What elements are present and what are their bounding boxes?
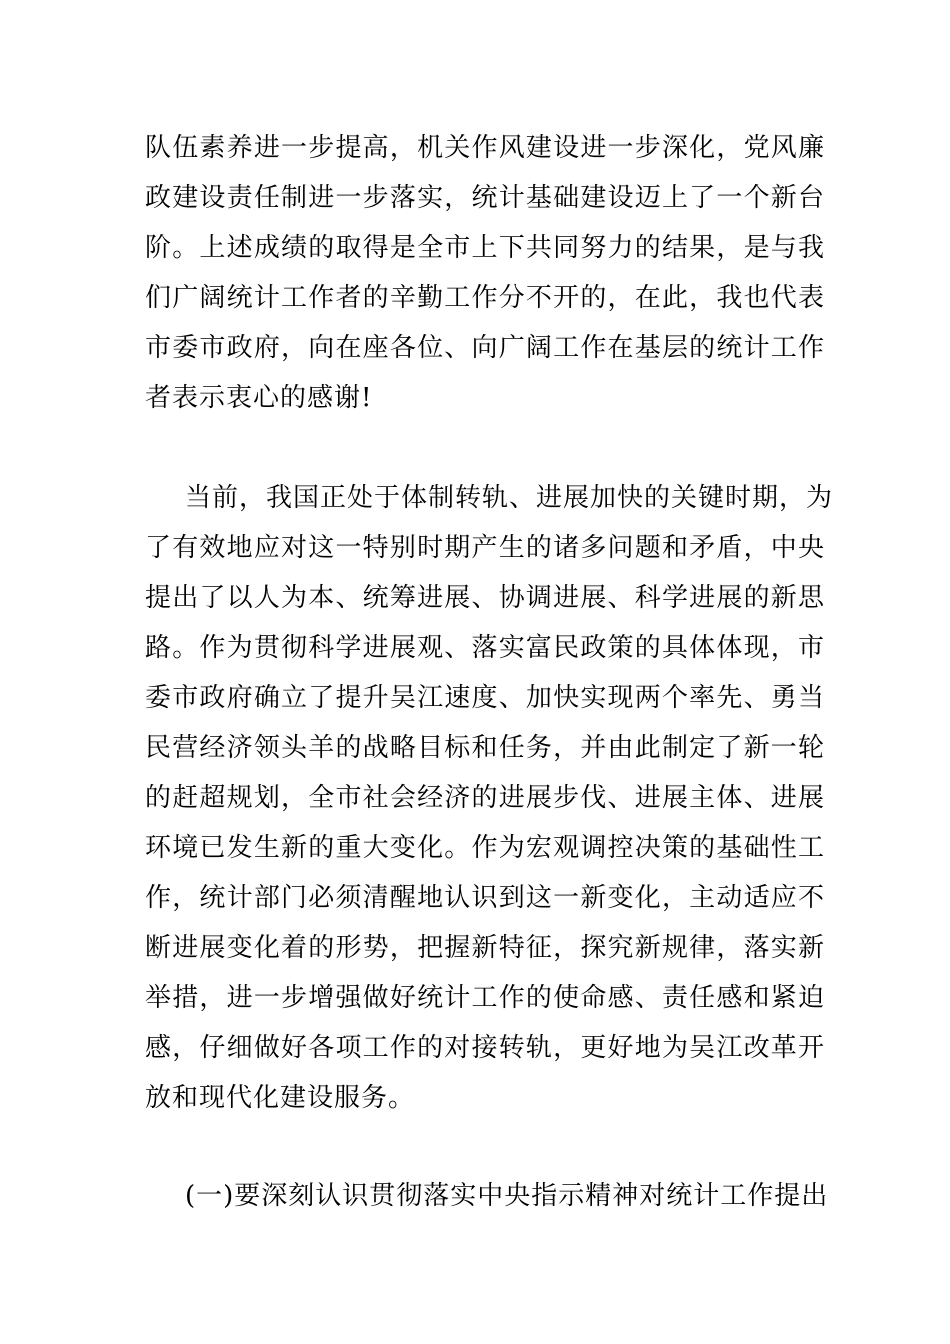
- paragraph-first-line: 当前，我国正处于体制转轨、进展加快的关键时期，为: [185, 483, 834, 513]
- paragraph-line: 路。作为贯彻科学进展观、落实富民政策的具体体现，市: [145, 633, 825, 663]
- paragraph-line: 感，仔细做好各项工作的对接转轨，更好地为吴江改革开: [145, 1033, 825, 1063]
- paragraph-line: 队伍素养进一步提高，机关作风建设进一步深化，党风廉: [145, 133, 825, 163]
- paragraph-line: 作，统计部门必须清醒地认识到这一新变化，主动适应不: [145, 883, 825, 913]
- paragraph-line: 环境已发生新的重大变化。作为宏观调控决策的基础性工: [145, 833, 825, 863]
- paragraph-line: 举措，进一步增强做好统计工作的使命感、责任感和紧迫: [145, 983, 825, 1013]
- paragraph-line: 放和现代化建设服务。: [145, 1083, 416, 1113]
- section-heading: [145, 1171, 829, 1221]
- paragraph-line: 者表示衷心的感谢!: [145, 383, 373, 413]
- paragraph-line: 的赶超规划，全市社会经济的进展步伐、进展主体、进展: [145, 783, 825, 813]
- paragraph-line: 阶。上述成绩的取得是全市上下共同努力的结果，是与我: [145, 233, 825, 263]
- paragraph-line: 市委市政府，向在座各位、向广阔工作在基层的统计工作: [145, 333, 825, 363]
- paragraph-line: 们广阔统计工作者的辛勤工作分不开的，在此，我也代表: [145, 283, 825, 313]
- paragraph-line: 政建设责任制进一步落实，统计基础建设迈上了一个新台: [145, 183, 825, 213]
- paragraph-2: [145, 473, 834, 1123]
- section-heading-line: (一)要深刻认识贯彻落实中央指示精神对统计工作提出: [185, 1181, 829, 1211]
- paragraph-line: 断进展变化着的形势，把握新特征，探究新规律，落实新: [145, 933, 825, 963]
- paragraph-line: 了有效地应对这一特别时期产生的诸多问题和矛盾，中央: [145, 533, 825, 563]
- paragraph-1: [145, 123, 825, 423]
- paragraph-line: 民营经济领头羊的战略目标和任务，并由此制定了新一轮: [145, 733, 825, 763]
- paragraph-line: 委市政府确立了提升吴江速度、加快实现两个率先、勇当: [145, 683, 825, 713]
- paragraph-line: 提出了以人为本、统筹进展、协调进展、科学进展的新思: [145, 583, 825, 613]
